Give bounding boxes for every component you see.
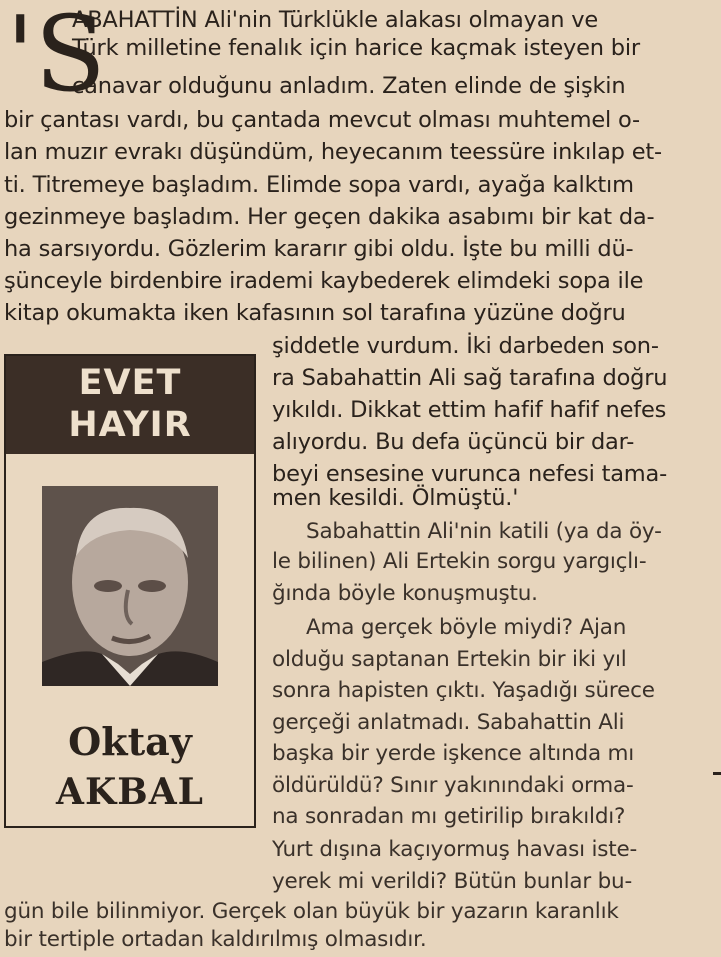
article-line: Yurt dışına kaçıyormuş havası iste- [272,837,638,862]
article-line: bir çantası vardı, bu çantada mevcut olması muhtemel o- [4,107,640,133]
banner-title-line1: EVET [78,363,182,403]
article-line: gün bile bilinmiyor. Gerçek olan büyük bir yazarın karanlık [4,899,619,924]
article-line: şünceyle birdenbire irademi kaybederek elimdeki sopa ile [4,268,644,294]
open-quote-mark: ' [6,0,35,115]
article-line: gerçeği anlatmadı. Sabahattin Ali [272,710,625,735]
article-line: ra Sabahattin Ali sağ tarafına doğru [272,365,668,391]
column-banner [6,356,254,454]
article-line: sonra hapisten çıktı. Yaşadığı sürece [272,678,655,703]
article-line: canavar olduğunu anladım. Zaten elinde de şişkin [72,73,626,99]
banner-title-line2: HAYIR [68,405,192,445]
article-line: şiddetle vurdum. İki darbeden son- [272,333,659,359]
article-line: ABAHATTİN Ali'nin Türklükle alakası olmayan ve [72,7,599,33]
article-line: başka bir yerde işkence altında mı [272,741,635,766]
author-photo [42,486,218,686]
article-line: lan muzır evrakı düşündüm, heyecanım teessüre inkılap et- [4,139,662,165]
article-line: bir tertiple ortadan kaldırılmış olmasıdır. [4,927,427,952]
article-line: na sonradan mı getirilip bırakıldı? [272,804,626,829]
article-line: ti. Titremeye başladım. Elimde sopa vardı, ayağa kalktım [4,172,634,198]
drop-cap-letter: S [34,0,106,115]
article-line: yerek mi verildi? Bütün bunlar bu- [272,869,633,894]
article-line: ha sarsıyordu. Gözlerim kararır gibi oldu. İşte bu milli dü- [4,236,634,262]
article-line: Ama gerçek böyle miydi? Ajan [306,615,627,640]
article-line: ğında böyle konuşmuştu. [272,581,538,606]
column-box [4,354,256,828]
author-portrait-image [42,486,218,686]
article-line: le bilinen) Ali Ertekin sorgu yargıçlı- [272,549,647,574]
article-line: yıkıldı. Dikkat ettim hafif hafif nefes [272,397,667,423]
author-first-name: Oktay [68,719,192,764]
margin-mark [713,772,721,775]
article-line: olduğu saptanan Ertekin bir iki yıl [272,647,627,672]
article-line: beyi ensesine vurunca nefesi tama- [272,461,668,487]
article-line: alıyordu. Bu defa üçüncü bir dar- [272,429,635,455]
article-line: Sabahattin Ali'nin katili (ya da öy- [306,519,662,544]
author-last-name: AKBAL [56,771,204,813]
article-line: gezinmeye başladım. Her geçen dakika asabımı bir kat da- [4,204,655,230]
article-line: kitap okumakta iken kafasının sol tarafına yüzüne doğru [4,300,626,326]
article-line: men kesildi. Ölmüştü.' [272,485,519,511]
article-line: öldürüldü? Sınır yakınındaki orma- [272,773,634,798]
article-line: Türk milletine fenalık için harice kaçmak isteyen bir [72,35,640,61]
